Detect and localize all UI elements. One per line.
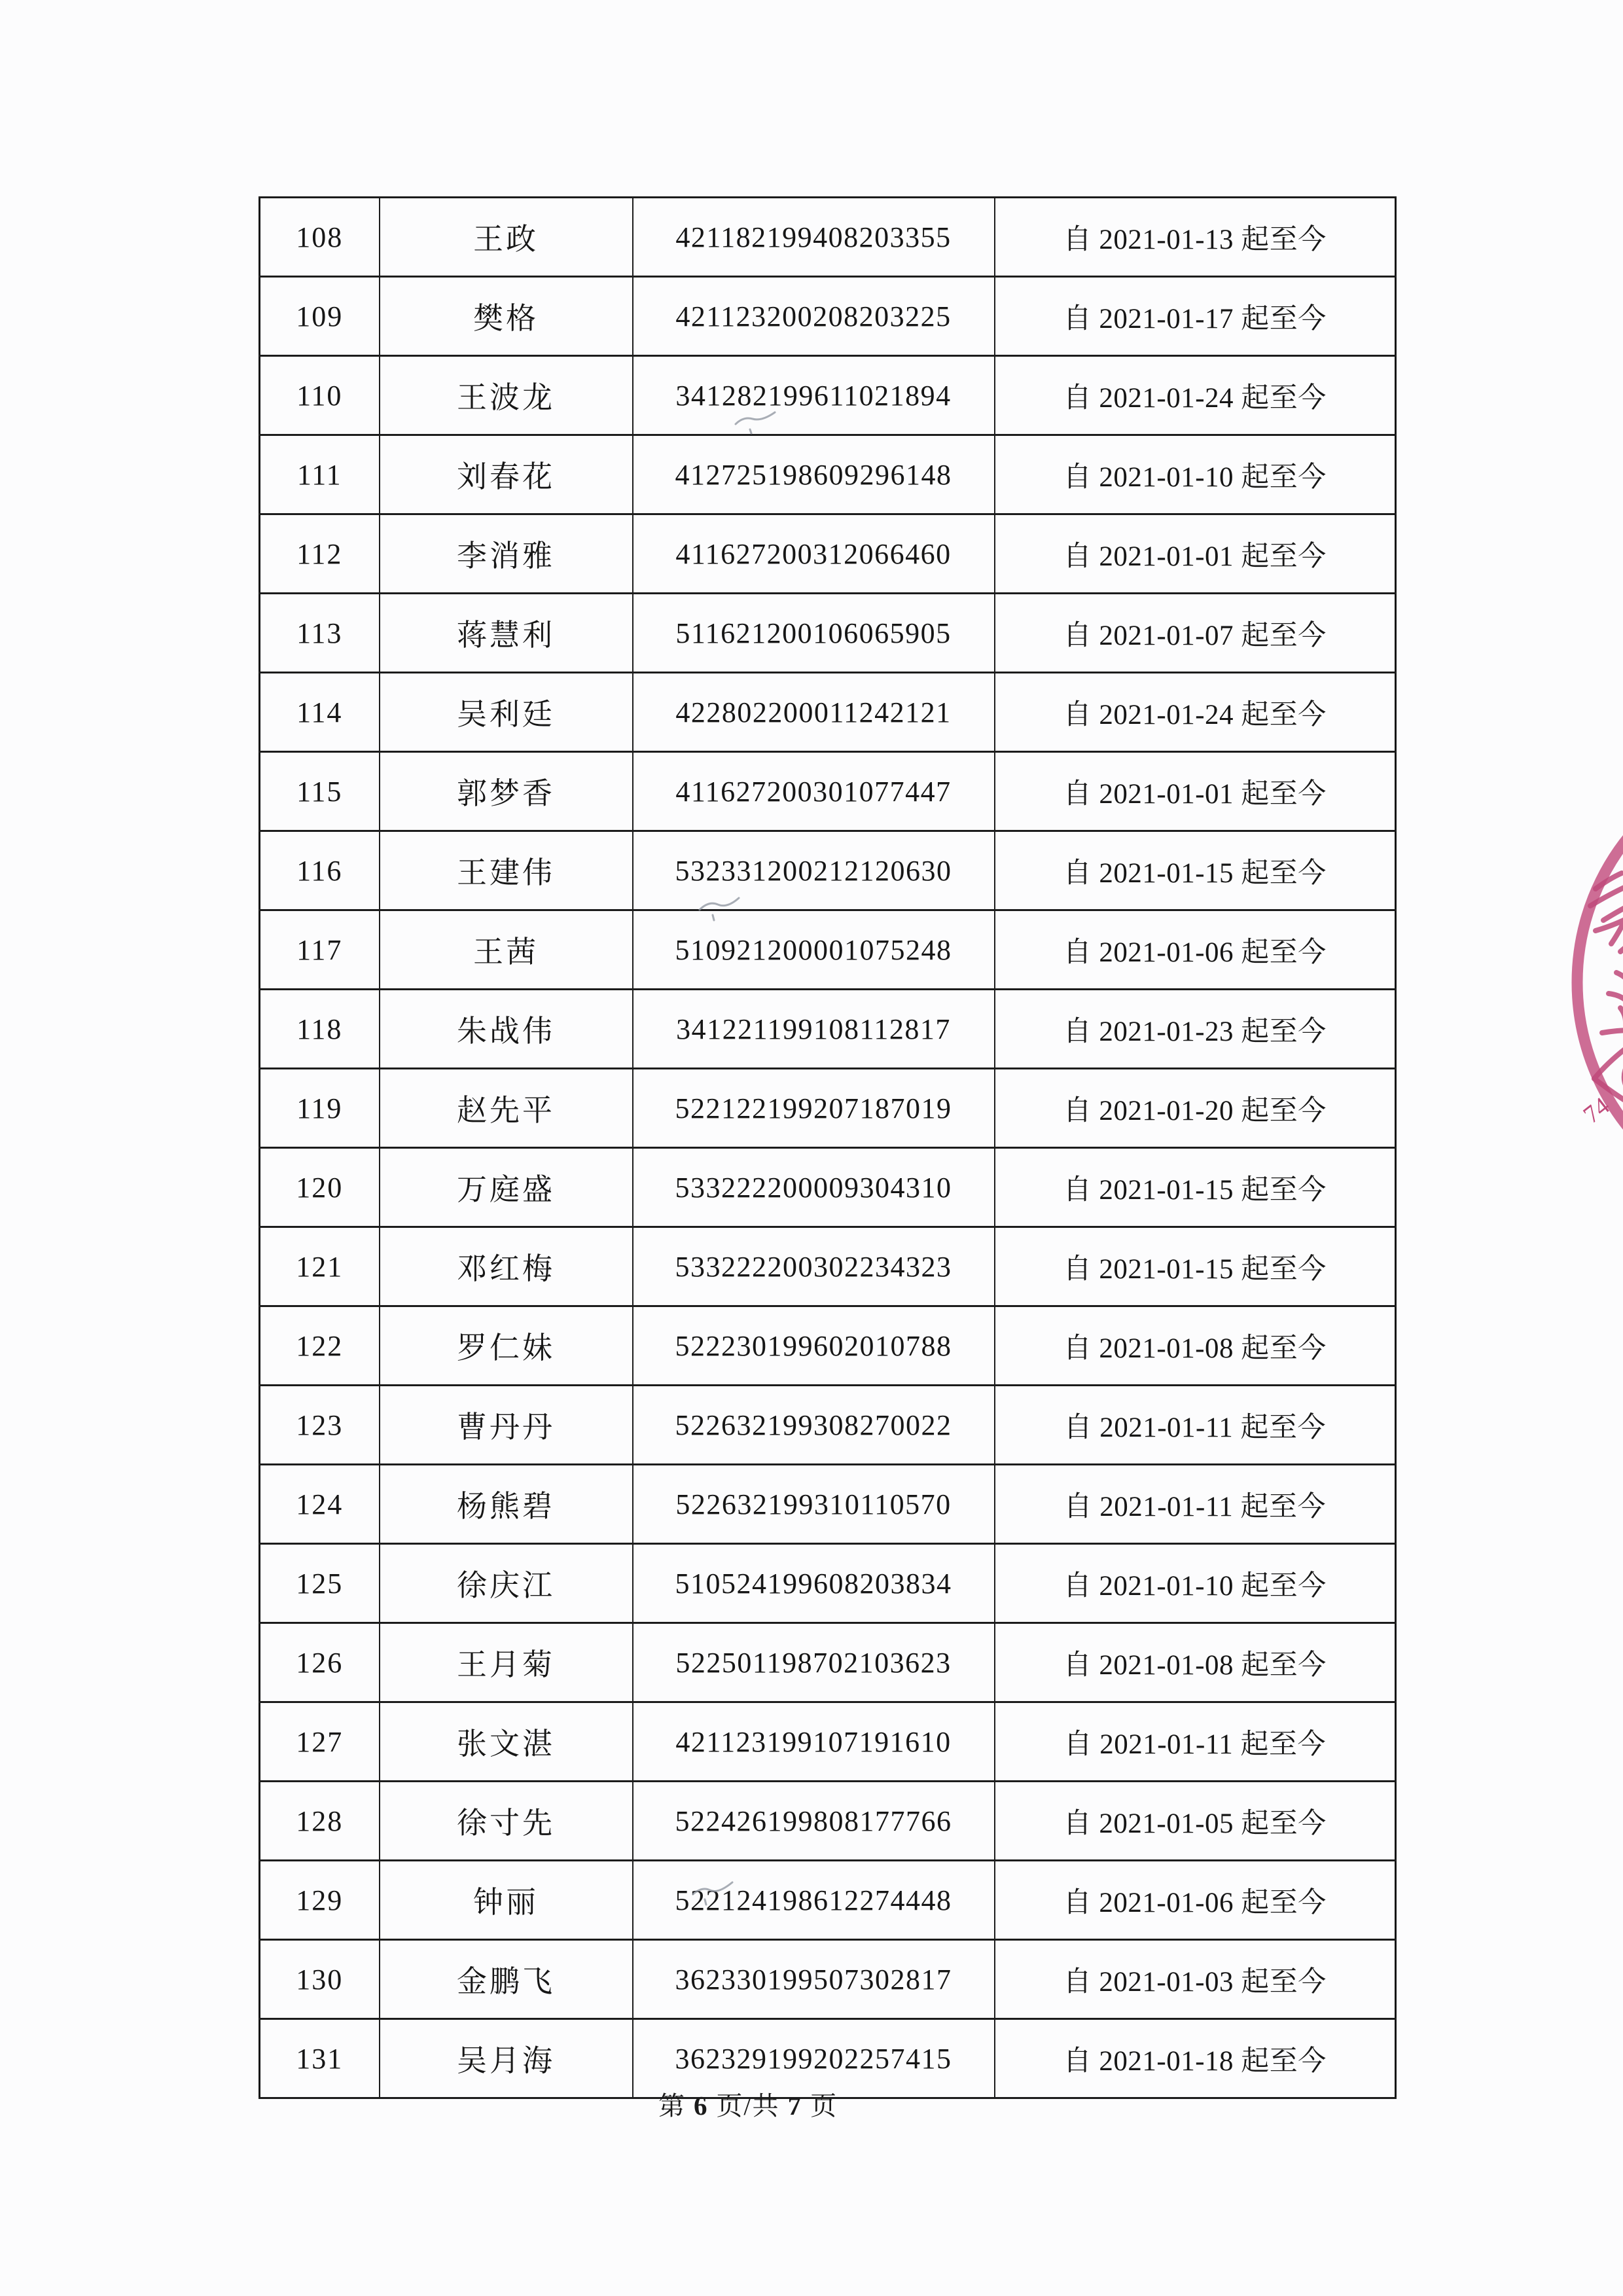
name-cell: 张文湛 [380,1702,633,1782]
name-cell: 王建伟 [380,831,633,910]
table-row [260,1623,1396,1702]
id-number-cell: 510921200001075248 [633,910,995,990]
row-number-cell: 126 [260,1623,380,1702]
id-number-cell: 522632199308270022 [633,1386,995,1465]
row-number-cell: 127 [260,1702,380,1782]
period-cell: 自 2021-01-05 起至今 [995,1782,1396,1861]
id-number-cell: 522501198702103623 [633,1623,995,1702]
name-cell: 王政 [380,198,633,277]
name-cell: 吴利廷 [380,673,633,752]
id-number-cell: 421123200208203225 [633,277,995,356]
period-cell: 自 2021-01-24 起至今 [995,356,1396,435]
seal-ring [1577,833,1623,1134]
row-number-cell: 123 [260,1386,380,1465]
seal-digits: 74 [1578,1092,1615,1130]
row-number-cell: 129 [260,1861,380,1940]
name-cell: 徐寸先 [380,1782,633,1861]
period-cell: 自 2021-01-10 起至今 [995,435,1396,514]
period-cell: 自 2021-01-11 起至今 [995,1465,1396,1544]
name-cell: 郭梦香 [380,752,633,831]
period-cell: 自 2021-01-08 起至今 [995,1306,1396,1386]
name-cell: 钟丽 [380,1861,633,1940]
id-number-cell: 522230199602010788 [633,1306,995,1386]
official-seal-stamp [1565,833,1623,1134]
table-row [260,277,1396,356]
name-cell: 杨熊碧 [380,1465,633,1544]
name-cell: 朱战伟 [380,990,633,1069]
table-row [260,831,1396,910]
footer-middle: 页/共 [716,2091,780,2121]
roster-table [259,196,1397,2099]
row-number-cell: 112 [260,514,380,594]
period-cell: 自 2021-01-10 起至今 [995,1544,1396,1623]
name-cell: 王茜 [380,910,633,990]
table-row [260,1702,1396,1782]
id-number-cell: 510524199608203834 [633,1544,995,1623]
table-row [260,198,1396,277]
row-number-cell: 116 [260,831,380,910]
period-cell: 自 2021-01-08 起至今 [995,1623,1396,1702]
page-footer [421,2085,1075,2123]
period-cell: 自 2021-01-06 起至今 [995,910,1396,990]
name-cell: 邓红梅 [380,1227,633,1306]
row-number-cell: 111 [260,435,380,514]
table-row [260,673,1396,752]
id-number-cell: 411627200312066460 [633,514,995,594]
id-number-cell: 522632199310110570 [633,1465,995,1544]
id-number-cell: 411627200301077447 [633,752,995,831]
footer-suffix: 页 [810,2091,838,2121]
table-row [260,1306,1396,1386]
row-number-cell: 130 [260,1940,380,2019]
id-number-cell: 362329199202257415 [633,2019,995,2098]
period-cell: 自 2021-01-15 起至今 [995,1148,1396,1227]
row-number-cell: 131 [260,2019,380,2098]
row-number-cell: 119 [260,1069,380,1148]
row-number-cell: 115 [260,752,380,831]
id-number-cell: 412725198609296148 [633,435,995,514]
name-cell: 万庭盛 [380,1148,633,1227]
row-number-cell: 110 [260,356,380,435]
table-row [260,1386,1396,1465]
name-cell: 曹丹丹 [380,1386,633,1465]
period-cell: 自 2021-01-03 起至今 [995,1940,1396,2019]
name-cell: 蒋慧利 [380,594,633,673]
period-cell: 自 2021-01-11 起至今 [995,1702,1396,1782]
id-number-cell: 362330199507302817 [633,1940,995,2019]
period-cell: 自 2021-01-13 起至今 [995,198,1396,277]
period-cell: 自 2021-01-07 起至今 [995,594,1396,673]
period-cell: 自 2021-01-20 起至今 [995,1069,1396,1148]
name-cell: 金鹏飞 [380,1940,633,2019]
name-cell: 樊格 [380,277,633,356]
seal-character-strokes [1590,873,1623,1101]
id-number-cell: 522426199808177766 [633,1782,995,1861]
period-cell: 自 2021-01-01 起至今 [995,514,1396,594]
period-cell: 自 2021-01-18 起至今 [995,2019,1396,2098]
name-cell: 徐庆江 [380,1544,633,1623]
id-number-cell: 522124198612274448 [633,1861,995,1940]
table-row [260,910,1396,990]
id-number-cell: 341221199108112817 [633,990,995,1069]
period-cell: 自 2021-01-24 起至今 [995,673,1396,752]
table-row [260,435,1396,514]
name-cell: 吴月海 [380,2019,633,2098]
row-number-cell: 120 [260,1148,380,1227]
id-number-cell: 341282199611021894 [633,356,995,435]
table-row [260,752,1396,831]
footer-total-pages: 7 [787,2090,803,2121]
table-row [260,1861,1396,1940]
footer-page-number: 6 [693,2090,709,2121]
table-row [260,356,1396,435]
row-number-cell: 118 [260,990,380,1069]
period-cell: 自 2021-01-11 起至今 [995,1386,1396,1465]
row-number-cell: 125 [260,1544,380,1623]
table-row [260,1940,1396,2019]
name-cell: 赵先平 [380,1069,633,1148]
row-number-cell: 114 [260,673,380,752]
period-cell: 自 2021-01-01 起至今 [995,752,1396,831]
id-number-cell: 421182199408203355 [633,198,995,277]
table-row [260,514,1396,594]
row-number-cell: 124 [260,1465,380,1544]
id-number-cell: 533222200009304310 [633,1148,995,1227]
id-number-cell: 522122199207187019 [633,1069,995,1148]
row-number-cell: 122 [260,1306,380,1386]
table-row [260,1544,1396,1623]
table-row [260,1782,1396,1861]
id-number-cell: 421123199107191610 [633,1702,995,1782]
period-cell: 自 2021-01-23 起至今 [995,990,1396,1069]
period-cell: 自 2021-01-15 起至今 [995,831,1396,910]
id-number-cell: 511621200106065905 [633,594,995,673]
name-cell: 王波龙 [380,356,633,435]
table-row [260,1148,1396,1227]
row-number-cell: 128 [260,1782,380,1861]
id-number-cell: 532331200212120630 [633,831,995,910]
table-row [260,594,1396,673]
row-number-cell: 108 [260,198,380,277]
row-number-cell: 113 [260,594,380,673]
row-number-cell: 109 [260,277,380,356]
period-cell: 自 2021-01-06 起至今 [995,1861,1396,1940]
table-row [260,1227,1396,1306]
name-cell: 刘春花 [380,435,633,514]
name-cell: 李消雅 [380,514,633,594]
name-cell: 罗仁妹 [380,1306,633,1386]
name-cell: 王月菊 [380,1623,633,1702]
table-row [260,990,1396,1069]
table-row [260,1069,1396,1148]
id-number-cell: 422802200011242121 [633,673,995,752]
row-number-cell: 121 [260,1227,380,1306]
id-number-cell: 533222200302234323 [633,1227,995,1306]
period-cell: 自 2021-01-17 起至今 [995,277,1396,356]
table-row [260,1465,1396,1544]
footer-prefix: 第 [658,2091,686,2121]
period-cell: 自 2021-01-15 起至今 [995,1227,1396,1306]
row-number-cell: 117 [260,910,380,990]
